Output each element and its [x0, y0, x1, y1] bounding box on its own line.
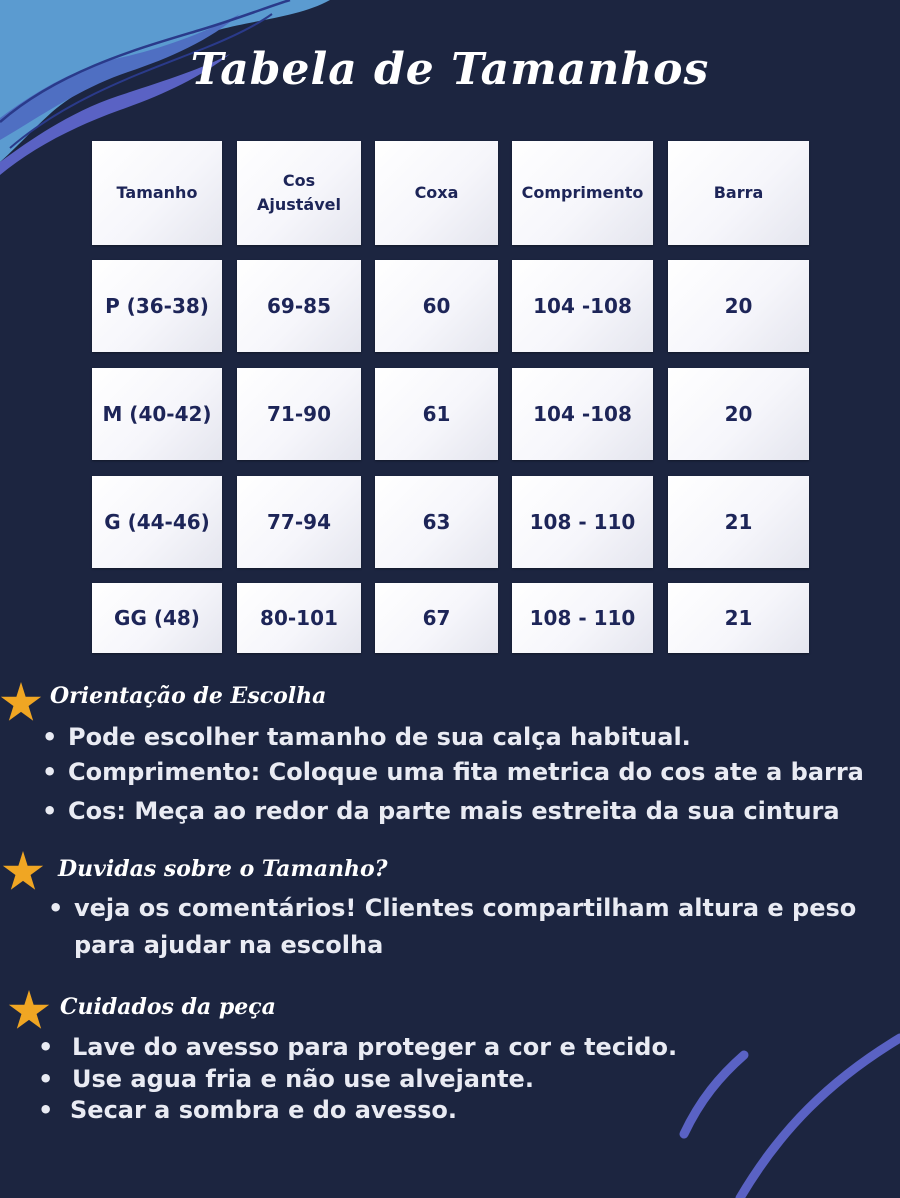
list-item-text: veja os comentários! Clientes compartilham altura e peso: [74, 894, 857, 922]
table-cell: 67: [375, 583, 498, 653]
star-icon: [0, 682, 42, 722]
list-item-text: para ajudar na escolha: [74, 931, 384, 959]
table-header-comprimento: Comprimento: [512, 141, 653, 245]
table-cell: P (36-38): [92, 260, 222, 352]
section-title-cuidados: Cuidados da peça: [60, 994, 276, 1020]
list-item-text: Lave do avesso para proteger a cor e tecido.: [72, 1033, 678, 1061]
table-cell: 71-90: [237, 368, 361, 460]
table-header-cos: Cos Ajustável: [237, 141, 361, 245]
star-icon: [8, 990, 50, 1030]
table-cell: 104 -108: [512, 260, 653, 352]
list-item-text: Pode escolher tamanho de sua calça habitual.: [68, 723, 691, 751]
page-title: Tabela de Tamanhos: [190, 44, 710, 95]
table-cell: 108 - 110: [512, 476, 653, 568]
table-cell: 69-85: [237, 260, 361, 352]
table-cell: 60: [375, 260, 498, 352]
list-item: • Lave do avesso para proteger a cor e tecido.: [38, 1033, 678, 1061]
table-header-barra: Barra: [668, 141, 809, 245]
star-icon: [2, 851, 44, 891]
list-item: [74, 929, 383, 961]
table-cell: G (44-46): [92, 476, 222, 568]
table-cell: GG (48): [92, 583, 222, 653]
list-item-text: Use agua fria e não use alvejante.: [72, 1065, 534, 1093]
list-item-text: Secar a sombra e do avesso.: [70, 1096, 458, 1124]
list-item: • Cos: Meça ao redor da parte mais estreita da sua cintura: [42, 797, 840, 825]
list-item: • veja os comentários! Clientes compartilham altura e peso: [48, 894, 857, 922]
table-header-coxa: Coxa: [375, 141, 498, 245]
list-item-text: Cos: Meça ao redor da parte mais estreita da sua cintura: [68, 797, 840, 825]
table-cell: M (40-42): [92, 368, 222, 460]
table-cell: 77-94: [237, 476, 361, 568]
table-cell: 80-101: [237, 583, 361, 653]
table-header-tamanho: Tamanho: [92, 141, 222, 245]
table-cell: 20: [668, 368, 809, 460]
table-cell: 21: [668, 476, 809, 568]
table-cell: 20: [668, 260, 809, 352]
list-item: • Comprimento: Coloque uma fita metrica do cos ate a barra: [42, 758, 864, 786]
table-cell: 108 - 110: [512, 583, 653, 653]
section-title-duvidas: Duvidas sobre o Tamanho?: [58, 856, 388, 882]
table-cell: 104 -108: [512, 368, 653, 460]
section-title-orientacao: Orientação de Escolha: [50, 683, 327, 709]
list-item: • Use agua fria e não use alvejante.: [38, 1065, 534, 1093]
table-cell: 21: [668, 583, 809, 653]
list-item: • Secar a sombra e do avesso.: [38, 1096, 458, 1124]
table-cell: 63: [375, 476, 498, 568]
list-item-text: Comprimento: Coloque uma fita metrica do cos ate a barra: [68, 758, 864, 786]
table-cell: 61: [375, 368, 498, 460]
list-item: • Pode escolher tamanho de sua calça habitual.: [42, 723, 691, 751]
